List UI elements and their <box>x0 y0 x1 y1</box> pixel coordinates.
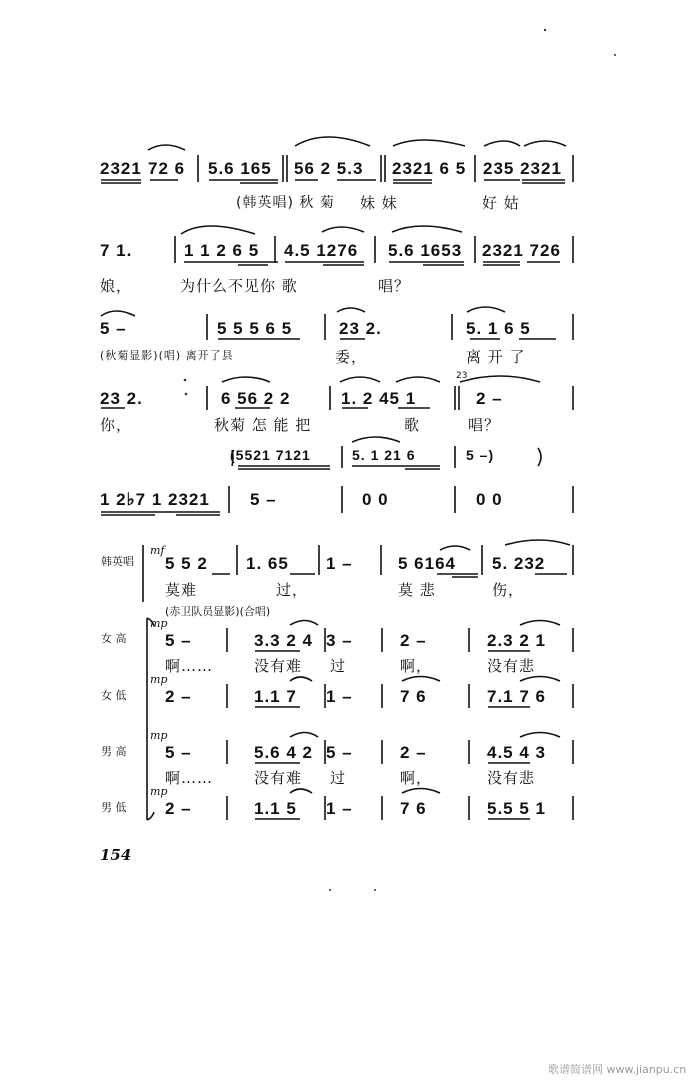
lyric: 唱？ <box>468 416 501 434</box>
lyric: 啊， <box>400 657 433 675</box>
measure: 4.5 1276 <box>284 241 359 260</box>
lyric: 过， <box>276 581 309 599</box>
lyric: 没有悲 <box>487 657 536 675</box>
measure: 3 – <box>326 631 353 650</box>
lyric: 离 开 了 <box>466 348 526 366</box>
grace-notes: 23 <box>456 371 468 381</box>
measure: 2 – <box>476 389 503 408</box>
measure: 7.1 7 6 <box>487 687 546 706</box>
measure: 2321 6 5 <box>392 159 467 178</box>
measure: 2321 <box>100 159 142 178</box>
measure: 72 6 <box>148 159 186 178</box>
measure: 5 – <box>165 743 192 762</box>
part-label: 女 高 <box>101 632 127 645</box>
lyric: (韩英唱) 秋 菊 <box>236 195 335 211</box>
part-label: 男 高 <box>101 745 127 758</box>
measure: 7 6 <box>400 799 427 818</box>
measure: 5 6164 <box>398 554 456 573</box>
part-label: 男 低 <box>101 801 127 814</box>
watermark: 歌谱简谱网 www.jianpu.cn <box>548 1063 687 1076</box>
lyric: 啊…… <box>165 657 214 675</box>
measure: 2.3 2 1 <box>487 631 546 650</box>
measure: 2321 726 <box>482 241 561 260</box>
part-label: 女 低 <box>101 689 127 702</box>
dynamic-mark: mf <box>150 544 165 557</box>
measure: 3.3 2 4 <box>254 631 313 650</box>
lyric: 过 <box>330 657 347 675</box>
measure: 56 2 5.3 <box>294 159 364 178</box>
measure: 7 1. <box>100 241 133 260</box>
measure: 1. 65 <box>246 554 289 573</box>
measure: 7 6 <box>400 687 427 706</box>
lyric: 秋菊 怎 能 把 <box>214 416 312 434</box>
measure: 1. 2 45 1 <box>341 389 417 408</box>
lyric: 莫难 <box>165 581 198 599</box>
measure: (5521 7121 <box>230 447 311 463</box>
lyric: 委， <box>335 348 368 366</box>
lyric: 你， <box>100 416 133 434</box>
measure: 2 – <box>400 631 427 650</box>
measure: 5 – <box>100 319 127 338</box>
measure: 2 – <box>400 743 427 762</box>
measure: 5 – <box>250 490 277 509</box>
measure: 5.6 4 2 <box>254 743 313 762</box>
measure: 1 – <box>326 799 353 818</box>
measure: 6 56 2 2 <box>221 389 291 408</box>
lyric: 为什么不见你 歌 <box>180 277 298 295</box>
measure: 5.6 1653 <box>388 241 463 260</box>
dynamic-mark: mp <box>150 617 168 630</box>
measure: 2 – <box>165 687 192 706</box>
measure: 5.6 165 <box>208 159 272 178</box>
lyric: 娘， <box>100 277 133 295</box>
lyric: 好 姑 <box>482 194 520 212</box>
part-label: 韩英唱 <box>101 555 134 568</box>
measure: 5. 1 6 5 <box>466 319 531 338</box>
measure: 1 2♭7 1 2321 <box>100 490 210 509</box>
measure: 4.5 4 3 <box>487 743 546 762</box>
lyric: 没有难 <box>254 769 303 787</box>
measure: 5 5 5 6 5 <box>217 319 293 338</box>
measure: 23 2. <box>100 389 143 408</box>
stage-cue: (赤卫队员显影)(合唱) <box>165 605 271 618</box>
lyric: 莫 悲 <box>398 581 436 599</box>
lyric: 没有难 <box>254 657 303 675</box>
lyric: 歌 <box>404 416 421 434</box>
dynamic-mark: mp <box>150 673 168 686</box>
lyric: 没有悲 <box>487 769 536 787</box>
page-number: 154 <box>100 846 132 864</box>
lyric: 过 <box>330 769 347 787</box>
dynamic-mark: mp <box>150 729 168 742</box>
measure: 1 – <box>326 687 353 706</box>
measure: 5 –) <box>466 447 495 463</box>
lyric: 唱？ <box>378 277 411 295</box>
lyric: 啊， <box>400 769 433 787</box>
measure: 5.5 5 1 <box>487 799 546 818</box>
lyric: (秋菊显影)(唱) 离开了县 <box>100 349 234 362</box>
measure: 1 1 2 6 5 <box>184 241 260 260</box>
lyric: 啊…… <box>165 769 214 787</box>
dynamic-mark: mp <box>150 785 168 798</box>
measure: 5. 1 21 6 <box>352 447 416 463</box>
lyric: 伤， <box>492 581 525 599</box>
measure: 5 5 2 <box>165 554 208 573</box>
measure: 5. 232 <box>492 554 546 573</box>
measure: 235 2321 <box>483 159 562 178</box>
measure: 5 – <box>326 743 353 762</box>
measure: 5 – <box>165 631 192 650</box>
lyric: 妹 妹 <box>360 194 398 212</box>
measure: 0 0 <box>362 490 389 509</box>
measure: 1.1 7 <box>254 687 297 706</box>
measure: 23 2. <box>339 319 382 338</box>
measure: 1.1 5 <box>254 799 297 818</box>
measure: 1 – <box>326 554 353 573</box>
measure: 0 0 <box>476 490 503 509</box>
measure: 2 – <box>165 799 192 818</box>
